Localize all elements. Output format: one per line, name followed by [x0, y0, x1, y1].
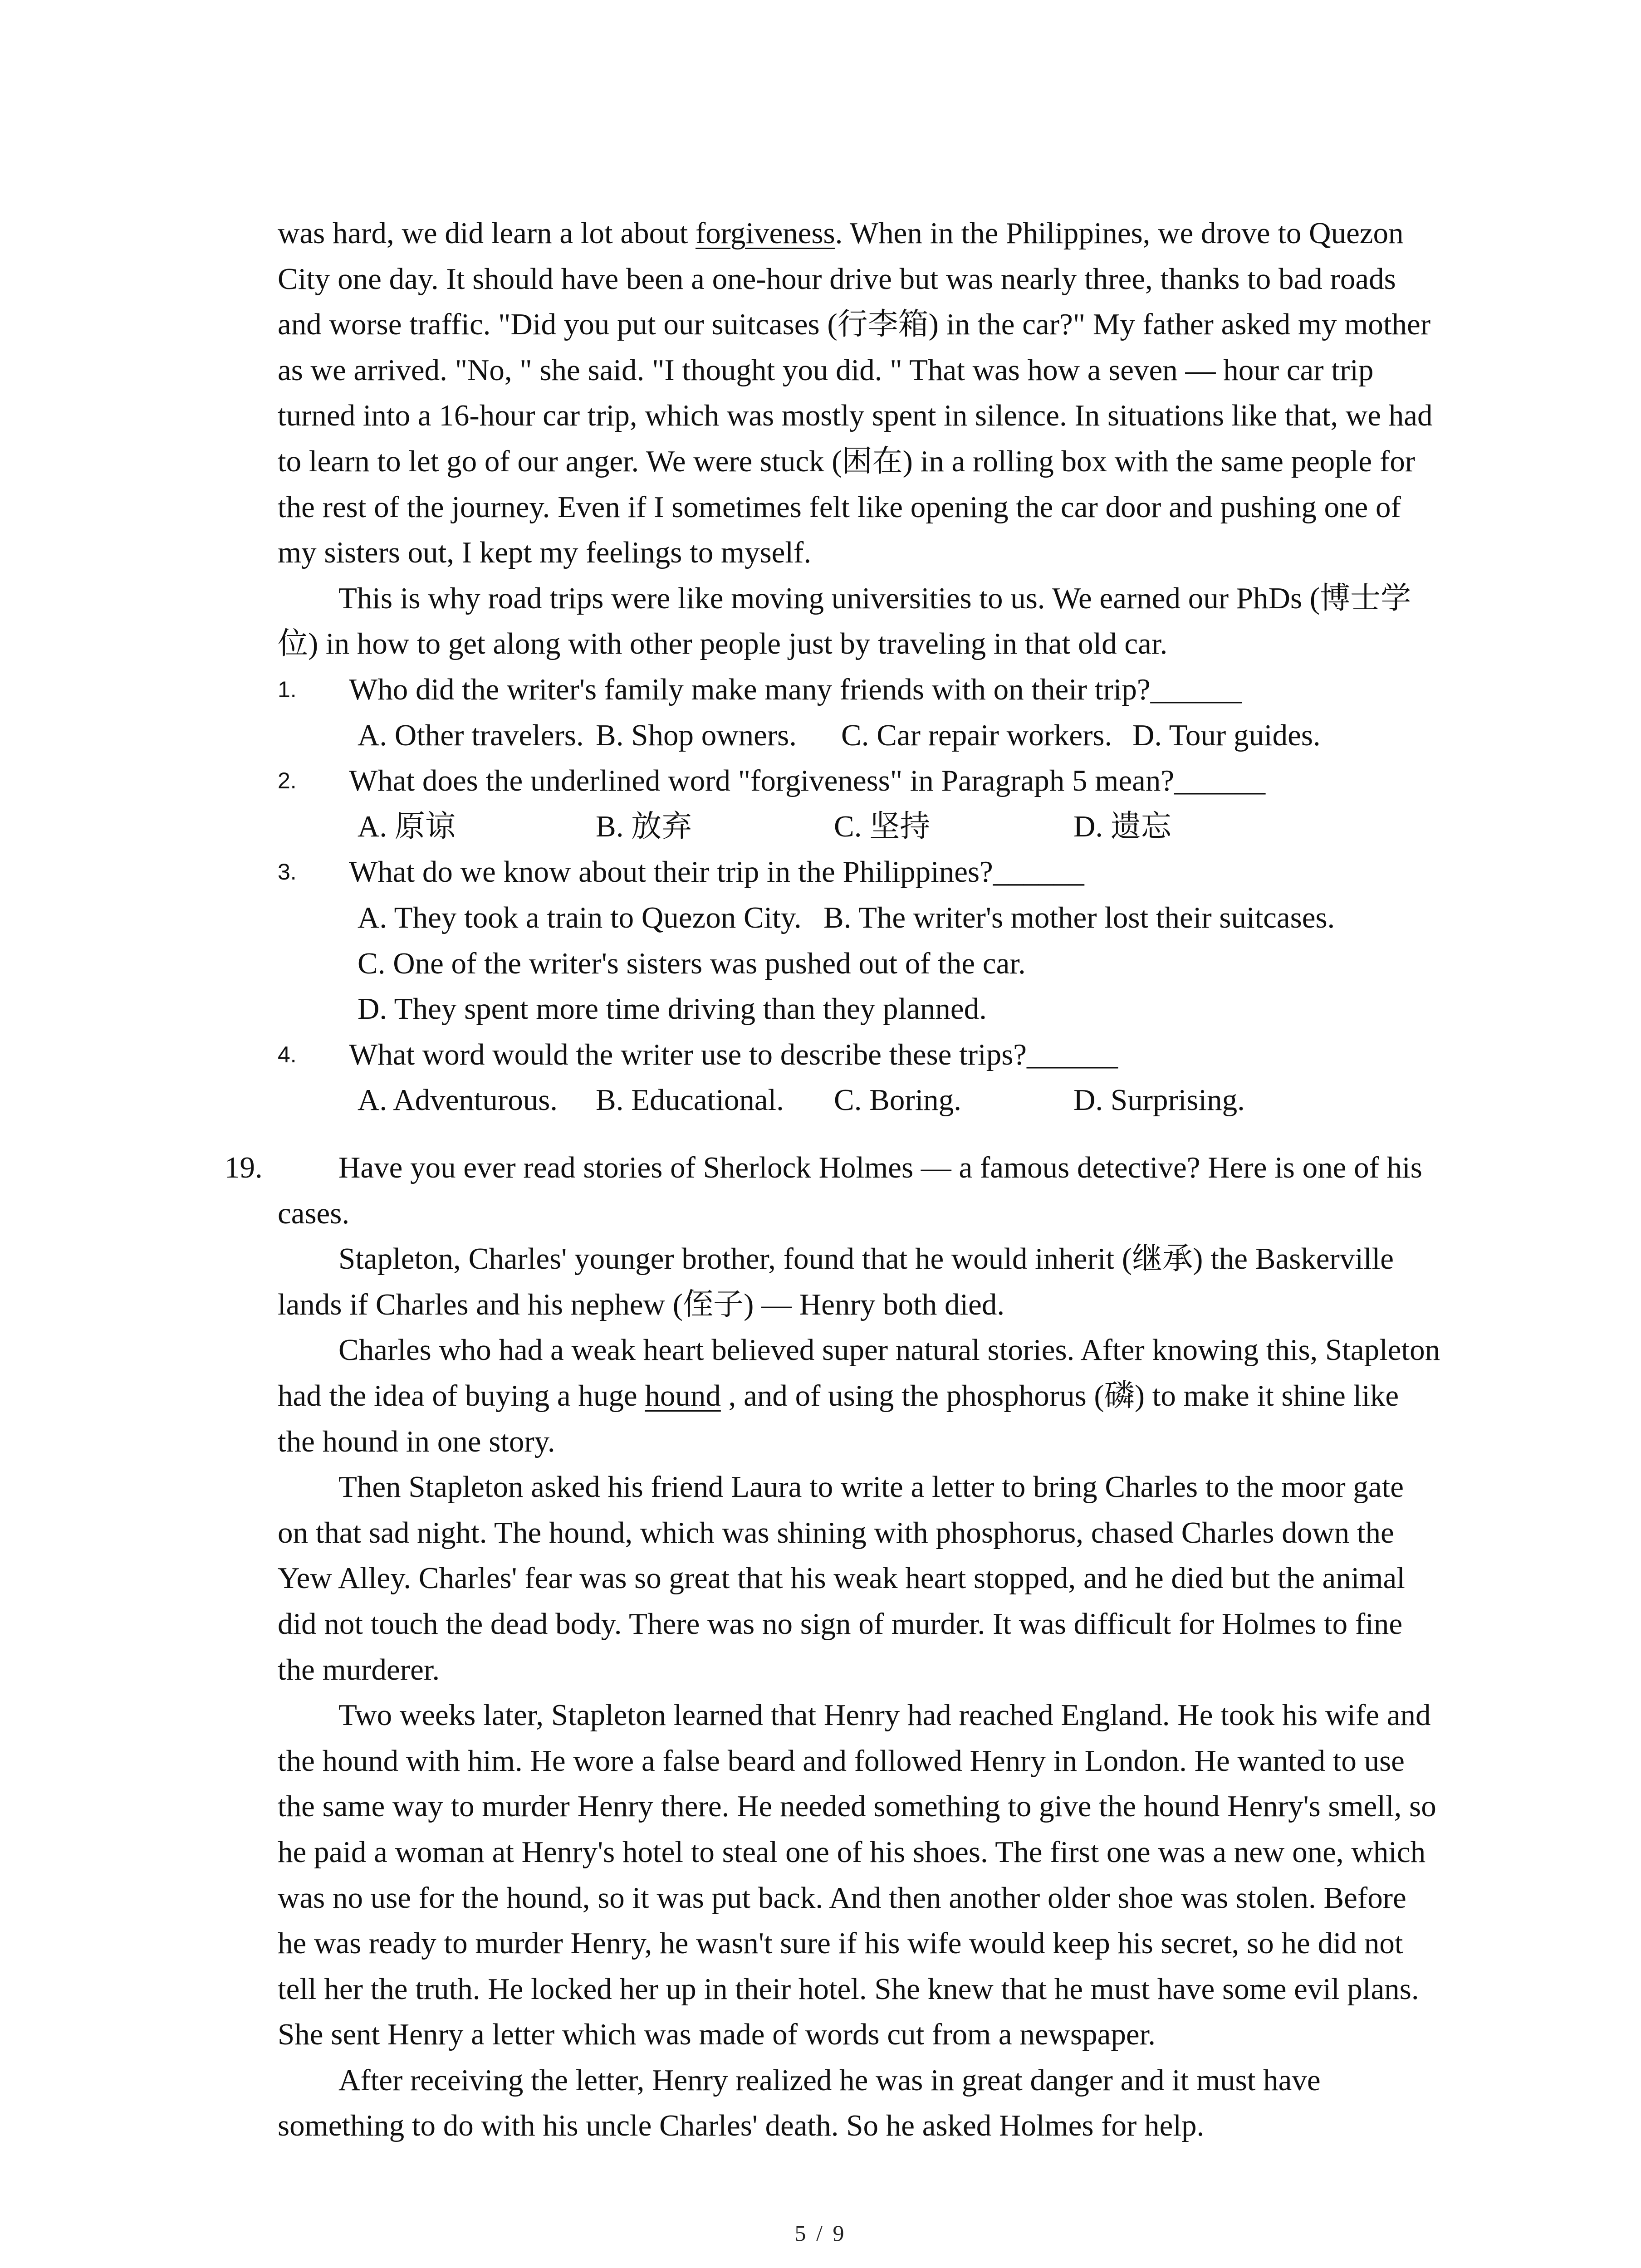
question-2-options: [0, 804, 1641, 850]
question-number: 1.: [278, 676, 297, 702]
option-b: B. The writer's mother lost their suitcases.: [823, 900, 1335, 934]
option-a: A. 原谅: [358, 809, 456, 843]
question-19-header: [0, 1145, 1641, 1191]
passage-line: This is why road trips were like moving universities to us. We earned our PhDs (博士学: [338, 581, 1411, 615]
option-b: B. Shop owners.: [596, 718, 797, 752]
passage-line: to learn to let go of our anger. We were stuck (困在) in a rolling box with the same people for: [278, 444, 1416, 478]
passage-line: Then Stapleton asked his friend Laura to write a letter to bring Charles to the moor gate: [338, 1470, 1404, 1504]
passage-line: Have you ever read stories of Sherlock Holmes — a famous detective? Here is one of his: [338, 1151, 1422, 1184]
question-number: 3.: [278, 859, 297, 885]
passage-line: [0, 1373, 1641, 1419]
option-d: D. They spent more time driving than they planned.: [358, 992, 987, 1026]
line-text: . When in the Philippines, we drove to Quezon: [835, 216, 1404, 250]
passage-line: and worse traffic. "Did you put our suitcases (行李箱) in the car?" My father asked my mother: [278, 308, 1431, 342]
question-text: Who did the writer's family make many friends with on their trip?______: [349, 672, 1242, 706]
option-b: B. Educational.: [596, 1083, 784, 1117]
passage-line: my sisters out, I kept my feelings to myself.: [278, 536, 812, 570]
question-4: [0, 1032, 1641, 1078]
passage-line: City one day. It should have been a one-hour drive but was nearly three, thanks to bad roads: [278, 262, 1396, 296]
question-3-options: [0, 895, 1641, 941]
question-text: What word would the writer use to describe these trips?______: [349, 1037, 1118, 1071]
question-number: 2.: [278, 768, 297, 794]
question-text: What does the underlined word "forgiveness" in Paragraph 5 mean?______: [349, 764, 1266, 798]
line-text: , and of using the phosphorus (磷) to make it shine like: [720, 1378, 1399, 1413]
underlined-word: hound: [645, 1378, 721, 1413]
underlined-word: forgiveness: [695, 216, 835, 250]
question-3: [0, 849, 1641, 895]
question-number: 4.: [278, 1041, 297, 1067]
passage-line: Stapleton, Charles' younger brother, found that he would inherit (继承) the Baskerville: [338, 1242, 1394, 1276]
question-3-options: [0, 986, 1641, 1032]
passage-line: the murderer.: [278, 1652, 440, 1686]
passage-line: Charles who had a weak heart believed super natural stories. After knowing this, Stapleton: [338, 1333, 1440, 1367]
passage-line: he was ready to murder Henry, he wasn't sure if his wife would keep his secret, so he did not: [278, 1926, 1403, 1960]
option-c: C. Boring.: [834, 1083, 962, 1117]
option-c: C. Car repair workers.: [841, 718, 1112, 752]
passage-line: on that sad night. The hound, which was shining with phosphorus, chased Charles down the: [278, 1515, 1394, 1549]
passage-line: the hound in one story.: [278, 1424, 555, 1458]
passage-line: cases.: [278, 1196, 350, 1230]
passage-line: Yew Alley. Charles' fear was so great that his weak heart stopped, and he died but the animal: [278, 1561, 1405, 1595]
page-number: 5 / 9: [794, 2220, 847, 2246]
passage-line: something to do with his uncle Charles' death. So he asked Holmes for help.: [278, 2109, 1205, 2143]
passage-line: Two weeks later, Stapleton learned that Henry had reached England. He took his wife and: [338, 1698, 1431, 1732]
option-d: D. Surprising.: [1073, 1083, 1245, 1117]
passage-line: as we arrived. "No, " she said. "I thought you did. " That was how a seven — hour car trip: [278, 353, 1374, 387]
question-3-options: [0, 941, 1641, 987]
question-text: What do we know about their trip in the Philippines?______: [349, 855, 1084, 889]
question-1-options: [0, 713, 1641, 758]
passage-line: was no use for the hound, so it was put back. And then another older shoe was stolen. Before: [278, 1881, 1406, 1915]
option-a: A. Other travelers.: [358, 718, 584, 752]
option-a: A. They took a train to Quezon City.: [358, 900, 802, 934]
option-c: C. One of the writer's sisters was pushed out of the car.: [358, 946, 1026, 980]
passage-section: [0, 210, 1641, 1123]
passage-line: turned into a 16-hour car trip, which was mostly spent in silence. In situations like that, we had: [278, 399, 1433, 433]
option-a: A. Adventurous.: [358, 1083, 558, 1117]
passage-line: did not touch the dead body. There was no sign of murder. It was difficult for Holmes to fine: [278, 1607, 1403, 1641]
passage-line: the same way to murder Henry there. He needed something to give the hound Henry's smell, so: [278, 1789, 1436, 1823]
option-c: C. 坚持: [834, 809, 931, 843]
passage-line: 位) in how to get along with other people just by traveling in that old car.: [278, 627, 1168, 661]
passage-line: lands if Charles and his nephew (侄子) — Henry both died.: [278, 1287, 1005, 1321]
option-d: D. 遗忘: [1073, 809, 1171, 843]
option-d: D. Tour guides.: [1132, 718, 1321, 752]
line-text: was hard, we did learn a lot about: [278, 216, 696, 250]
question-2: [0, 758, 1641, 804]
passage-line: After receiving the letter, Henry realized he was in great danger and it must have: [338, 2063, 1321, 2097]
question-number: 19.: [225, 1151, 263, 1184]
passage-line: the rest of the journey. Even if I sometimes felt like opening the car door and pushing one of: [278, 490, 1401, 524]
option-b: B. 放弃: [596, 809, 692, 843]
line-text: had the idea of buying a huge: [278, 1378, 645, 1413]
passage-line: She sent Henry a letter which was made of words cut from a newspaper.: [278, 2018, 1156, 2052]
passage-line: tell her the truth. He locked her up in their hotel. She knew that he must have some evil plans.: [278, 1972, 1419, 2006]
passage-line: he paid a woman at Henry's hotel to steal one of his shoes. The first one was a new one, which: [278, 1835, 1426, 1869]
passage-line: the hound with him. He wore a false beard and followed Henry in London. He wanted to use: [278, 1744, 1405, 1778]
question-19-section: [0, 1145, 1641, 2149]
passage-line: [0, 210, 1641, 256]
question-4-options: [0, 1077, 1641, 1123]
question-1: [0, 667, 1641, 713]
